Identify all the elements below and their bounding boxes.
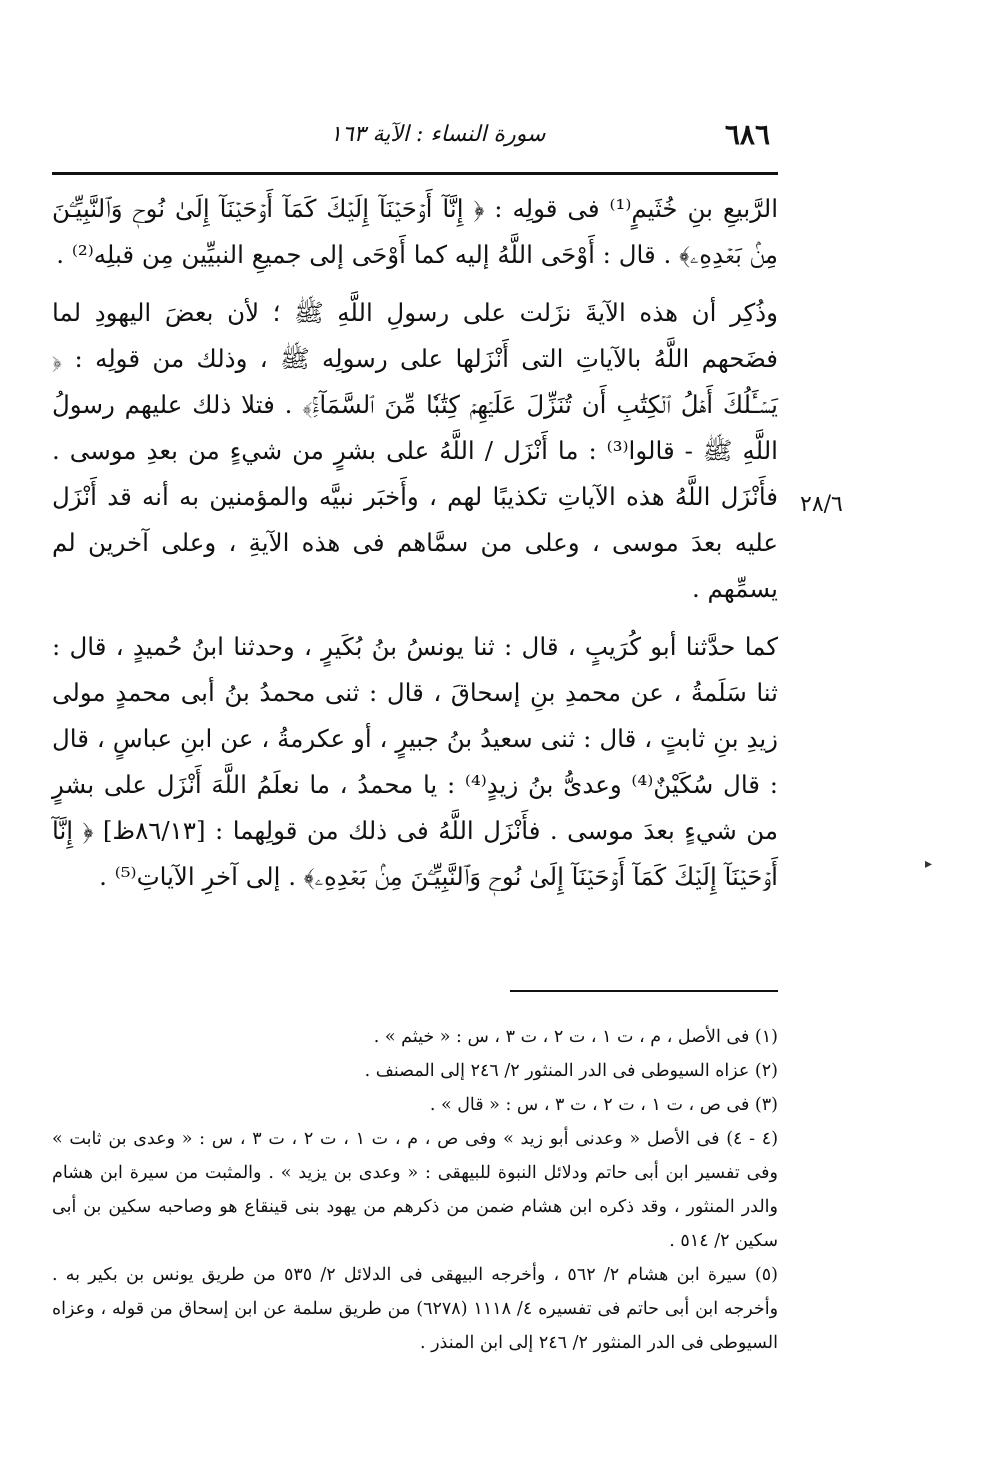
footnote-1: (١) فى الأصل ، م ، ت ١ ، ت ٢ ، ت ٣ ، س : « خيثم » . [373,1027,778,1047]
footnote-4: (٤ - ٤) فى الأصل « وعدنى أبو زيد » وفى ص ، م ، ت ١ ، ت ٢ ، ت ٣ ، س : « وعدى بن ثابت » وفى تفسير ابن أبى حاتم ودلائل النبوة للبيهقى : « وعدى بن يزيد » . والمثبت من سيرة ابن هشام والدر المنثور ، وقد ذكره ابن هشام ضمن من ذكرهم من يهود بنى قينقاع هو وصاحبه سكين بن أبى سكين ٢/ ٥١٤ . [52,1129,779,1251]
page-number: ٦٨٦ [724,118,770,151]
footnote-3: (٣) فى ص ، ت ١ ، ت ٢ ، ت ٣ ، س : « قال » . [429,1095,778,1115]
header-divider [52,172,778,175]
margin-volume-page-reference: ٢٨/٦ [800,492,843,517]
paragraph-3: كما حدَّثنا أبو كُرَيبٍ ، قال : ثنا يونسُ بنُ بُكَيرٍ ، وحدثنا ابنُ حُميدٍ ، قال : ثنا سَلَمةُ ، عن محمدِ بنِ إسحاقَ ، قال : ثنى محمدُ بنُ أبى محمدٍ مولى زيدِ بنِ ثابتٍ ، قال : ثنى سعيدُ بنُ جبيرٍ ، أو عكرمةُ ، عن ابنِ عباسٍ ، قال : قال سُكَيْنٌ⁽⁴⁾ وعدىُّ بنُ زيدٍ⁽⁴⁾ : يا محمدُ ، ما نعلَمُ اللَّهَ أَنْزَل على بشرٍ من شيءٍ بعدَ موسى . فأَنْزَل اللَّهُ فى ذلك من قولِهما : [٨٦/١٣ظ] ﴿ إِنَّآ أَوۡحَيۡنَآ إِلَيۡكَ كَمَآ أَوۡحَيۡنَآ إِلَىٰ نُوحٖ وَٱلنَّبِيِّـۧنَ مِنۢ بَعۡدِهِۦ﴾ . إلى آخرِ الآياتِ⁽⁵⁾ . [52,632,778,891]
paragraph-2: وذُكِر أن هذه الآيةَ نزَلت على رسولِ اللَّهِ ﷺ ؛ لأن بعضَ اليهودِ لما فضَحهم اللَّهُ بالآياتِ التى أَنْزَلها على رسولِه ﷺ ، وذلك من قولِه : ﴿ يَسۡـَٔلُكَ أَهۡلُ ٱلۡكِتَٰبِ أَن تُنَزِّلَ عَلَيۡهِمۡ كِتَٰبٗا مِّنَ ٱلسَّمَآءِۚ﴾ . فتلا ذلك عليهم رسولُ اللَّهِ ﷺ - قالوا⁽³⁾ : ما أَنْزَل / اللَّهُ على بشرٍ من شيءٍ من بعدِ موسى . فأَنْزَل اللَّهُ هذه الآياتِ تكذيبًا لهم ، وأَخبَر نبيَّه والمؤمنين به أنه قد أَنْزَل عليه بعدَ موسى ، وعلى من سمَّاهم فى هذه الآيةِ ، وعلى آخرين لم يسمِّهم . [52,298,778,603]
footnotes [52,1020,778,1360]
footnote-divider [510,990,778,992]
scan-edge-mark: ▸ [925,856,933,872]
paragraph-1: الرَّبيعِ بنِ خُثَيمٍ⁽¹⁾ فى قولِه : ﴿ إِنَّآ أَوۡحَيۡنَآ إِلَيۡكَ كَمَآ أَوۡحَيۡنَآ إِلَىٰ نُوحٖ وَٱلنَّبِيِّـۧنَ مِنۢ بَعۡدِهِۦ﴾ . قال : أَوْحَى اللَّهُ إليه كما أَوْحَى إلى جميعِ النبيِّين مِن قبلِه⁽²⁾ . [52,194,778,269]
footnote-2: (٢) عزاه السيوطى فى الدر المنثور ٢/ ٢٤٦ إلى المصنف . [364,1061,778,1081]
page-header [330,118,770,158]
main-text [52,186,778,912]
running-title: سورة النساء : الآية ١٦٣ [330,122,546,147]
footnote-5: (٥) سيرة ابن هشام ٢/ ٥٦٢ ، وأخرجه البيهقى فى الدلائل ٢/ ٥٣٥ من طريق يونس بن بكير به . وأخرجه ابن أبى حاتم فى تفسيره ٤/ ١١١٨ (٦٢٧٨) من طريق سلمة عن ابن إسحاق من قوله ، وعزاه السيوطى فى الدر المنثور ٢/ ٢٤٦ إلى ابن المنذر . [52,1265,779,1353]
